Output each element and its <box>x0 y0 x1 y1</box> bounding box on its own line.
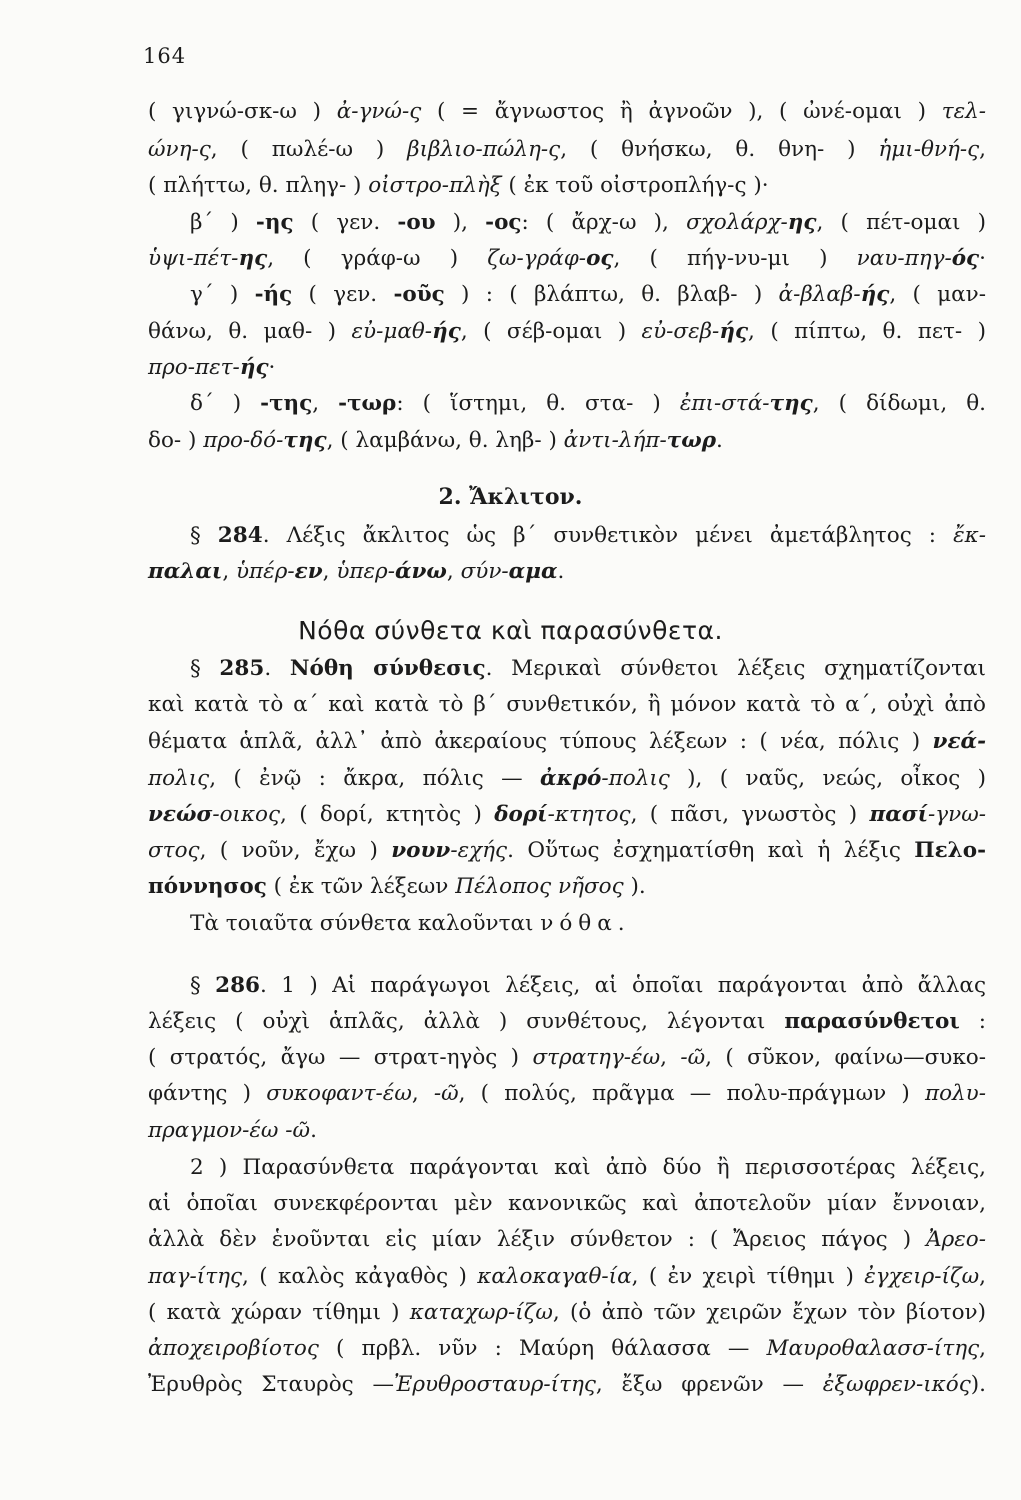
text-run: § <box>190 656 220 681</box>
text-run: αμα <box>508 559 558 584</box>
text-run: -οικος <box>212 802 281 827</box>
text-run: . <box>264 656 290 681</box>
text-run: ής <box>719 319 749 344</box>
text-run: ( = ἄγνωστος ἢ ἀγνοῶν ), ( ὠνέ-ομαι ) <box>421 99 942 124</box>
text-run: 286 <box>215 973 261 998</box>
text-run: : ( ἵστημι, θ. στα- ) <box>396 391 680 416</box>
text-line <box>148 840 986 862</box>
text-run: νόθα. <box>540 911 631 936</box>
text-line <box>190 1157 986 1179</box>
text-run: ἀποχειροβίοτος <box>148 1336 319 1361</box>
text-run: στος <box>148 838 200 863</box>
text-run: ναυ-πηγ- <box>856 246 952 271</box>
text-run: , ( πήγ-νυ-μι ) <box>613 246 857 271</box>
text-run: ής <box>239 355 269 380</box>
text-run: . Λέξις ἄκλιτος ὡς β΄ συνθετικὸν μένει ἀμετάβλητος : <box>262 523 954 548</box>
text-run: προ-δό- <box>203 428 284 453</box>
text-run: , ( μαν- <box>889 282 986 307</box>
text-line <box>190 284 986 306</box>
text-run: -εχής <box>450 838 508 863</box>
text-run: ἀλλὰ δὲν ἑνοῦνται εἰς μίαν λέξιν σύνθετον : ( Ἄρειος πάγος ) <box>148 1227 927 1252</box>
text-run: της <box>283 428 327 453</box>
text-run: , <box>312 391 339 416</box>
text-line <box>148 1193 986 1215</box>
section-heading-notha: Νόθα σύνθετα καὶ παρασύνθετα. <box>298 616 723 645</box>
text-line <box>148 1011 986 1033</box>
text-run: , ( δίδωμι, θ. <box>812 391 986 416</box>
text-run: πασί <box>869 802 929 827</box>
text-run: ( γιγνώ-σκ-ω ) <box>148 99 337 124</box>
text-run: , ( πίπτω, θ. πετ- ) <box>748 319 986 344</box>
text-run: : <box>959 1009 986 1034</box>
text-run: ( γεν. <box>292 282 394 307</box>
text-line <box>148 1047 986 1069</box>
text-run: βιβλιο-πώλη-ς <box>407 137 561 162</box>
text-line <box>148 731 986 753</box>
text-run: παρασύνθετοι <box>784 1009 960 1034</box>
text-line <box>148 248 986 270</box>
text-run: δ΄ ) <box>190 391 261 416</box>
text-run: ). <box>623 874 646 899</box>
text-run: ὑπερ- <box>336 559 395 584</box>
text-run: στρατηγ-έω <box>532 1045 661 1070</box>
text-run: , <box>979 1336 986 1361</box>
text-line <box>190 658 986 680</box>
text-run: , <box>660 1045 681 1070</box>
text-run: Ἐρυθρὸς Σταυρὸς — <box>148 1372 394 1397</box>
text-run: -οῦς <box>393 282 445 307</box>
text-run: ὑπέρ- <box>235 559 295 584</box>
text-run: -ῶ <box>433 1081 459 1106</box>
text-run: σχολάρχ- <box>686 210 788 235</box>
text-run: , <box>979 137 986 162</box>
text-run: ἀντι-λήπ- <box>563 428 667 453</box>
text-run: ἀ-βλαβ- <box>778 282 861 307</box>
text-run: ἔκ- <box>953 523 986 548</box>
text-run: ος <box>586 246 614 271</box>
text-run: ης <box>787 210 817 235</box>
text-run: Πελο- <box>914 838 986 863</box>
text-line <box>148 1302 986 1324</box>
page-number: 164 <box>143 44 187 68</box>
text-run: ἡμι-θνή-ς <box>878 137 980 162</box>
text-run: ής <box>432 319 461 344</box>
text-run: ὑψι-πέτ- <box>148 246 239 271</box>
text-run: , ( λαμβάνω, θ. ληβ- ) <box>326 428 564 453</box>
text-run: δορί <box>494 802 548 827</box>
text-line <box>148 175 769 197</box>
text-run: , ( γράφ-ω ) <box>267 246 488 271</box>
text-run: προ-πετ- <box>148 355 240 380</box>
text-run: ) : ( βλάπτω, θ. βλαβ- ) <box>444 282 779 307</box>
text-run: γ΄ ) <box>190 282 255 307</box>
text-run: , ( σέβ-ομαι ) <box>460 319 642 344</box>
text-run: άνω <box>394 559 447 584</box>
text-run: ζω-γράφ- <box>487 246 587 271</box>
text-line <box>190 212 986 234</box>
text-run: , ( πᾶσι, γνωστὸς ) <box>630 802 870 827</box>
text-run: , <box>979 1264 986 1289</box>
text-run: , ( σῦκον, φαίνω—συκο- <box>705 1045 986 1070</box>
text-run: 2 ) Παρασύνθετα παράγονται καὶ ἀπὸ δύο ἢ περισσοτέρας λέξεις, <box>190 1155 986 1180</box>
text-run: § <box>190 523 218 548</box>
text-run: , <box>322 559 337 584</box>
text-run: -ος <box>485 210 522 235</box>
text-run: ( γεν. <box>293 210 398 235</box>
text-run: , <box>446 559 461 584</box>
text-run: , ( πολύς, πρᾶγμα — πολυ-πράγμων ) <box>458 1081 925 1106</box>
text-run: , ( πέτ-ομαι ) <box>816 210 986 235</box>
text-run: . Οὕτως ἐσχηματίσθη καὶ ἡ λέξις <box>507 838 915 863</box>
text-run: νεά- <box>932 729 986 754</box>
text-run: πολις <box>148 766 210 791</box>
text-run: παγ-ίτης <box>148 1264 243 1289</box>
text-run: , ( ἐν χειρὶ τίθημι ) <box>631 1264 865 1289</box>
text-run: -ης <box>255 210 294 235</box>
text-run: ( πρβλ. νῦν : Μαύρη θάλασσα — <box>318 1336 767 1361</box>
text-run: ( κατὰ χώραν τίθημι ) <box>148 1300 410 1325</box>
text-run: ἀκρό <box>540 766 602 791</box>
text-run: . <box>557 559 565 584</box>
text-line <box>148 768 986 790</box>
text-run: β΄ ) <box>190 210 256 235</box>
text-run: 285 <box>219 656 265 681</box>
text-run: ( ἐκ τῶν λέξεων <box>266 874 456 899</box>
text-run: . <box>716 428 723 453</box>
text-run: -ῶ <box>680 1045 706 1070</box>
text-run: ), ( ναῦς, νεώς, οἶκος ) <box>669 766 986 791</box>
text-run: θέματα ἁπλᾶ, ἀλλ᾽ ἀπὸ ἀκεραίους τύπους λέξεων : ( νέα, πόλις ) <box>148 729 933 754</box>
text-run: ἐξωφρεν-ικός <box>822 1372 971 1397</box>
text-run: θάνω, θ. μαθ- ) <box>148 319 352 344</box>
text-run: φάντης ) <box>148 1081 267 1106</box>
text-run: Ἐρυθροσταυρ-ίτης <box>394 1372 596 1397</box>
text-run: , ( θνήσκω, θ. θνη- ) <box>560 137 879 162</box>
text-run: πολυ- <box>924 1081 986 1106</box>
text-run: ώνη-ς <box>148 137 211 162</box>
text-line <box>148 321 986 343</box>
text-line <box>148 1266 986 1288</box>
text-run: : ( ἄρχ-ω ), <box>521 210 687 235</box>
text-run: , <box>411 1081 434 1106</box>
text-line <box>148 139 986 161</box>
text-line <box>148 1229 986 1251</box>
text-line <box>148 101 986 123</box>
text-run: τωρ <box>666 428 717 453</box>
text-run: εὐ-σεβ- <box>641 319 720 344</box>
text-run: εν <box>294 559 323 584</box>
text-run: καλοκαγαθ-ία <box>477 1264 632 1289</box>
section-heading-aklita: 2. Ἄκλιτον. <box>438 484 583 510</box>
text-run: ). <box>970 1372 986 1397</box>
text-line <box>148 1120 317 1142</box>
text-run: Πέλοπος νῆσος <box>455 874 624 899</box>
text-run: ης <box>238 246 268 271</box>
text-run: νουν <box>391 838 451 863</box>
text-run: . <box>310 1118 317 1143</box>
text-run: ), <box>435 210 486 235</box>
text-run: -κτητος <box>547 802 631 827</box>
text-run: , <box>222 559 236 584</box>
text-run: Μαυροθαλασσ-ίτης <box>766 1336 980 1361</box>
text-run: ( στρατός, ἄγω — στρατ-ηγὸς ) <box>148 1045 533 1070</box>
text-run: πραγμον-έω -ῶ <box>148 1118 311 1143</box>
text-run: -γνω- <box>928 802 986 827</box>
text-line <box>148 694 986 716</box>
text-line <box>148 804 986 826</box>
text-run: λέξεις ( οὐχὶ ἁπλᾶς, ἀλλὰ ) συνθέτους, λέγονται <box>148 1009 785 1034</box>
text-run: ός <box>951 246 980 271</box>
text-line <box>190 393 986 415</box>
text-run: καταχωρ-ίζω <box>409 1300 553 1325</box>
text-run: της <box>769 391 813 416</box>
text-line <box>148 1374 986 1396</box>
text-run: νεώσ <box>148 802 213 827</box>
text-run: , ἔξω φρενῶν — <box>595 1372 823 1397</box>
text-run: οἰστρο-πλὴξ <box>368 173 502 198</box>
text-run: , ( δορί, κτητὸς ) <box>280 802 495 827</box>
text-run: ἐγχειρ-ίζω <box>864 1264 980 1289</box>
text-run: § <box>190 973 216 998</box>
text-line <box>148 876 646 898</box>
text-run: , (ὁ ἀπὸ τῶν χειρῶν ἔχων τὸν βίοτον) <box>552 1300 986 1325</box>
text-run: . 1 ) Αἱ παράγωγοι λέξεις, αἱ ὁποῖαι παράγονται ἀπὸ ἄλλας <box>260 973 986 998</box>
text-line <box>190 975 986 997</box>
text-run: σύν- <box>460 559 509 584</box>
text-line <box>190 525 986 547</box>
text-run: ( πλήττω, θ. πληγ- ) <box>148 173 369 198</box>
text-run: πόννησος <box>148 874 267 899</box>
text-line <box>148 1338 986 1360</box>
text-run: · <box>268 355 276 380</box>
text-run: συκοφαντ-έω <box>266 1081 412 1106</box>
text-run: Τὰ τοιαῦτα σύνθετα καλοῦνται <box>190 911 541 936</box>
text-line <box>190 913 631 935</box>
text-line <box>148 357 275 379</box>
text-run: παλαι <box>148 559 223 584</box>
text-run: Νόθη σύνθεσις <box>289 656 486 681</box>
text-run: , ( πωλέ-ω ) <box>210 137 408 162</box>
text-run: · <box>979 246 986 271</box>
text-run: εὐ-μαθ- <box>351 319 433 344</box>
text-line <box>148 430 723 452</box>
text-run: αἱ ὁποῖαι συνεκφέρονται μὲν κανονικῶς καὶ ἀποτελοῦν μίαν ἔννοιαν, <box>148 1191 986 1216</box>
text-run: , ( ἐνῷ : ἄκρα, πόλις — <box>209 766 541 791</box>
text-run: -της <box>260 391 313 416</box>
text-run: -ου <box>397 210 436 235</box>
text-run: 284 <box>217 523 263 548</box>
text-run: ( ἐκ τοῦ οἰστροπλήγ-ς )· <box>501 173 769 198</box>
text-line <box>148 561 564 583</box>
text-run: τελ- <box>941 99 987 124</box>
text-run: , ( νοῦν, ἔχω ) <box>199 838 392 863</box>
text-run: -πολις <box>601 766 670 791</box>
text-run: ἐπι-στά- <box>679 391 770 416</box>
text-run: -τωρ <box>338 391 397 416</box>
text-line <box>148 1083 986 1105</box>
text-run: , ( καλὸς κἀγαθὸς ) <box>242 1264 478 1289</box>
text-run: Ἀρεο- <box>926 1227 986 1252</box>
text-run: . Μερικαὶ σύνθετοι λέξεις σχηματίζονται <box>485 656 986 681</box>
text-run: -ής <box>254 282 293 307</box>
text-run: ἀ-γνώ-ς <box>336 99 422 124</box>
text-run: ής <box>860 282 890 307</box>
text-run: καὶ κατὰ τὸ α΄ καὶ κατὰ τὸ β΄ συνθετικόν, ἢ μόνον κατὰ τὸ α΄, οὐχὶ ἀπὸ <box>148 692 986 717</box>
text-run: δο- ) <box>148 428 204 453</box>
